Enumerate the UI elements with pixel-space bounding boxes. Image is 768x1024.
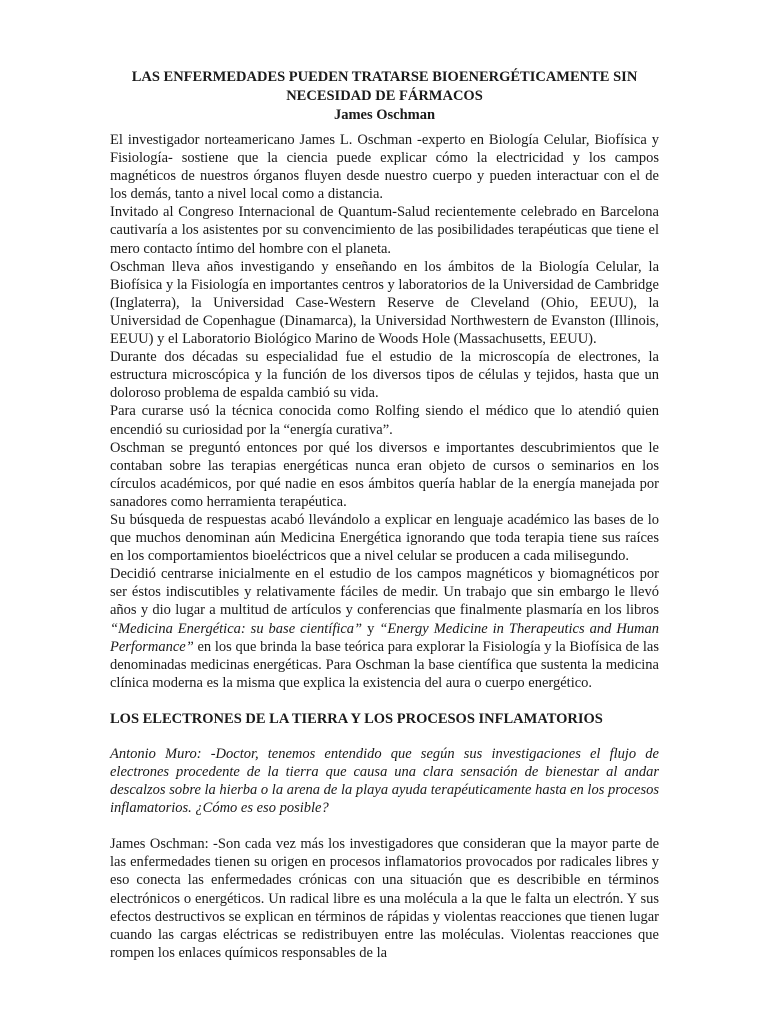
interview-question: Antonio Muro: -Doctor, tenemos entendido que según sus investigaciones el flujo de electrones procedente de la tierra que causa una clara sensación de bienestar al andar descalzos sobre la hierba o la arena de la playa ayuda terapéuticamente hasta en los procesos inflamatorios. ¿Cómo es eso posible? bbox=[110, 745, 659, 817]
book-title: “Energy Medicine in Therapeutics and Human Performance” bbox=[110, 620, 660, 655]
body-paragraph: Invitado al Congreso Internacional de Quantum-Salud recientemente celebrado en Barcelona cautivaría a los asistentes por su convencimiento de las posibilidades terapéuticas que tiene el mero contacto íntimo del hombre con el planeta. bbox=[110, 204, 659, 257]
article-body bbox=[110, 131, 659, 692]
article-title: LAS ENFERMEDADES PUEDEN TRATARSE BIOENERGÉTICAMENTE SIN NECESIDAD DE FÁRMACOS bbox=[131, 69, 638, 104]
paragraph-text: Decidió centrarse inicialmente en el estudio de los campos magnéticos y biomagnéticos por ser éstos indiscutibles y relativamente fáciles de medir. Un trabajo que sin embargo le llevó años y dio lugar a multitud de artículos y conferencias que finalmente plasmaría en los libros bbox=[110, 566, 659, 619]
paragraph-text: en los que brinda la base teórica para explorar la Fisiología y la Biofísica de las denominadas medicinas energéticas. Para Oschman la base científica que sustenta la medicina clínica moderna es la misma que explica la existencia del aura o cuerpo energético. bbox=[110, 638, 659, 691]
book-title: “Medicina Energética: su base científica” bbox=[110, 620, 363, 637]
interview-answer: James Oschman: -Son cada vez más los investigadores que consideran que la mayor parte de las enfermedades tienen su origen en procesos inflamatorios provocados por radicales libres y eso conecta las enfermedades crónicas con una situación que es describible en términos electrónicos o energéticos. Un radical libre es una molécula a la que le falta un electrón. Y sus efectos destructivos se explican en términos de rápidas y violentas reacciones que tienen lugar cuando las cargas eléctricas se redistribuyen entre las moléculas. Violentas reacciones que rompen los enlaces químicos responsables de la bbox=[110, 836, 659, 961]
interview bbox=[110, 745, 659, 962]
body-paragraph: Oschman se preguntó entonces por qué los diversos e importantes descubrimientos que le contaban sobre las terapias energéticas nunca eran objeto de cursos o seminarios en los círculos académicos, por qué nadie en esos ámbitos quería hablar de la energía manejada por sanadores como herramienta terapéutica. bbox=[110, 439, 659, 510]
body-paragraph: Oschman lleva años investigando y enseñando en los ámbitos de la Biología Celular, la Biofísica y la Fisiología en importantes centros y laboratorios de la Universidad de Cambridge (Inglaterra), la Universidad Case-Western Reserve de Cleveland (Ohio, EEUU), la Universidad de Copenhague (Dinamarca), la Universidad Northwestern de Evanston (Illinois, EEUU) y el Laboratorio Biológico Marino de Woods Hole (Massachusetts, EEUU). bbox=[110, 258, 659, 348]
body-paragraph: El investigador norteamericano James L. Oschman -experto en Biología Celular, Biofísica y Fisiología- sostiene que la ciencia puede explicar cómo la electricidad y los campos magnéticos de nuestros órganos fluyen desde nuestro cuerpo y pueden interactuar con el de los demás, tanto a nivel local como a distancia. bbox=[110, 132, 659, 203]
document-page bbox=[110, 68, 659, 962]
body-paragraph-books bbox=[110, 565, 659, 692]
body-paragraph: Durante dos décadas su especialidad fue el estudio de la microscopía de electrones, la estructura microscópica y la función de los diversos tipos de células y tejidos, hasta que un doloroso problema de espalda cambió su vida. bbox=[110, 349, 659, 402]
article-author: James Oschman bbox=[333, 107, 436, 123]
paragraph-text: y bbox=[362, 620, 380, 637]
body-paragraph: Su búsqueda de respuestas acabó llevándolo a explicar en lenguaje académico las bases de lo que muchos denominan aún Medicina Energética ignorando que toda terapia tiene sus raíces en los comportamientos bioeléctricos que a nivel celular se producen a cada milisegundo. bbox=[110, 511, 659, 565]
section-heading: LOS ELECTRONES DE LA TIERRA Y LOS PROCESOS INFLAMATORIOS bbox=[110, 710, 603, 727]
body-paragraph: Para curarse usó la técnica conocida como Rolfing siendo el médico que lo atendió quien encendió su curiosidad por la “energía curativa”. bbox=[110, 403, 659, 438]
